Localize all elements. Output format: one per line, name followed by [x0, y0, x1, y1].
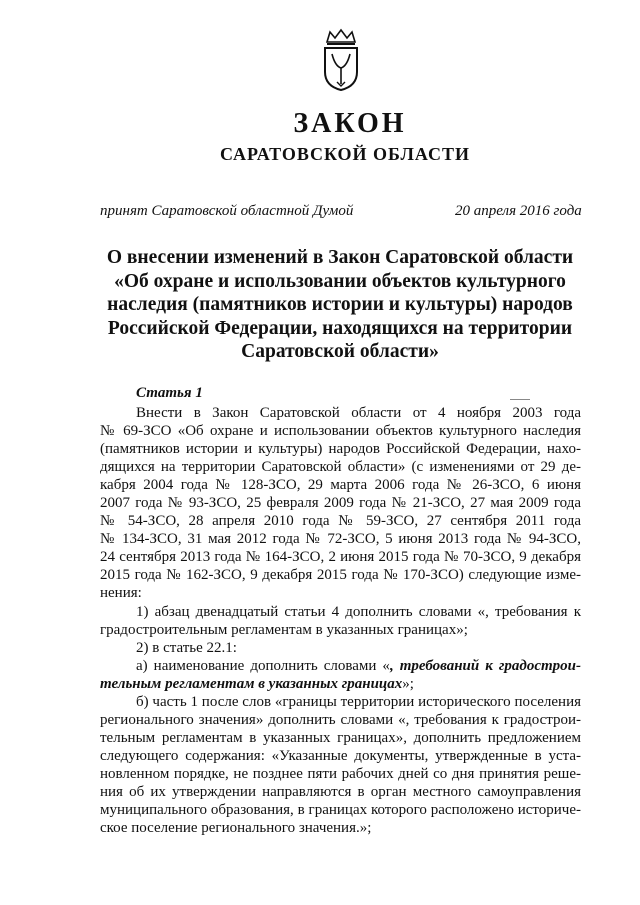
heading-line: О внесении изменений в Закон Саратовской области: [106, 247, 574, 268]
text-line: 2015 года № 162-ЗСО, 9 декабря 2015 года № 170-ЗСО) следующие изме-: [100, 567, 581, 583]
text-line: [136, 657, 581, 675]
text-line: тельным регламентам в указанных границах», дополнить предложением: [100, 730, 581, 746]
text-line: дящихся на территории Саратовской области» (с изменениями от 29 де-: [100, 459, 581, 475]
text-line: Внести в Закон Саратовской области от 4 ноября 2003 года: [136, 405, 581, 421]
inserted-text: тельным регламентам в указанных границах: [100, 676, 403, 692]
heading-line: наследия (памятников истории и культуры) народов: [107, 294, 573, 315]
adopted-by: принят Саратовской областной Думой: [100, 203, 354, 219]
text-line: следующего содержания: «Указанные документы, утвержденные в уста-: [100, 748, 581, 764]
scan-mark: [510, 399, 530, 400]
heading-line: Российской Федерации, находящихся на территории: [107, 317, 573, 339]
text-line: (памятников истории и культуры) народов Российской Федерации, нахо-: [100, 441, 581, 457]
text-line: № 69-ЗСО «Об охране и использовании объектов культурного наследия: [100, 423, 581, 439]
text-line: 24 сентября 2013 года № 164-ЗСО, 2 июня 2015 года № 70-ЗСО, 9 декабря: [100, 549, 581, 565]
text-fragment: »;: [402, 676, 414, 692]
text-line: градостроительным регламентам в указанных границах»;: [100, 622, 468, 638]
text-line: 2) в статье 22.1:: [136, 640, 237, 656]
law-subtitle: САРАТОВСКОЙ ОБЛАСТИ: [219, 144, 471, 164]
text-line: ния об их утверждении направляются в орган местного самоуправления: [100, 784, 581, 800]
text-line: б) часть 1 после слов «границы территории исторического поселения: [136, 694, 581, 710]
text-line: № 134-ЗСО, 31 мая 2012 года № 72-ЗСО, 5 июня 2013 года № 94-ЗСО,: [100, 531, 581, 547]
text-line: кабря 2004 года № 128-ЗСО, 29 марта 2006 года № 26-ЗСО, 6 июня: [100, 477, 581, 493]
text-line: 2007 года № 93-ЗСО, 25 февраля 2009 года № 21-ЗСО, 27 мая 2009 года: [100, 495, 581, 511]
saratov-coat-of-arms-icon: [321, 28, 361, 92]
text-line: № 54-ЗСО, 28 апреля 2010 года № 59-ЗСО, 27 сентября 2011 года: [100, 513, 581, 529]
text-line: нения:: [100, 585, 142, 601]
article-title: Статья 1: [136, 385, 203, 401]
text-line: ское поселение регионального значения.»;: [100, 820, 372, 836]
text-fragment: а) наименование дополнить словами «: [136, 658, 390, 674]
law-title: ЗАКОН: [293, 108, 407, 139]
text-line: [100, 675, 414, 693]
law-heading: [90, 246, 590, 364]
inserted-text: , требований к градострои-: [389, 658, 581, 674]
text-line: новленном порядке, не позднее пяти рабочих дней со дня принятия реше-: [100, 766, 581, 782]
adoption-date: 20 апреля 2016 года: [455, 203, 582, 219]
text-line: регионального значения» дополнить словами «, требования к градострои-: [100, 712, 581, 728]
heading-line: «Об охране и использовании объектов культурного: [114, 270, 566, 292]
text-line: 1) абзац двенадцатый статьи 4 дополнить словами «, требования к: [136, 604, 581, 620]
text-line: муниципального образования, в границах которого расположено историче-: [100, 802, 581, 818]
heading-line: Саратовской области»: [241, 341, 439, 362]
